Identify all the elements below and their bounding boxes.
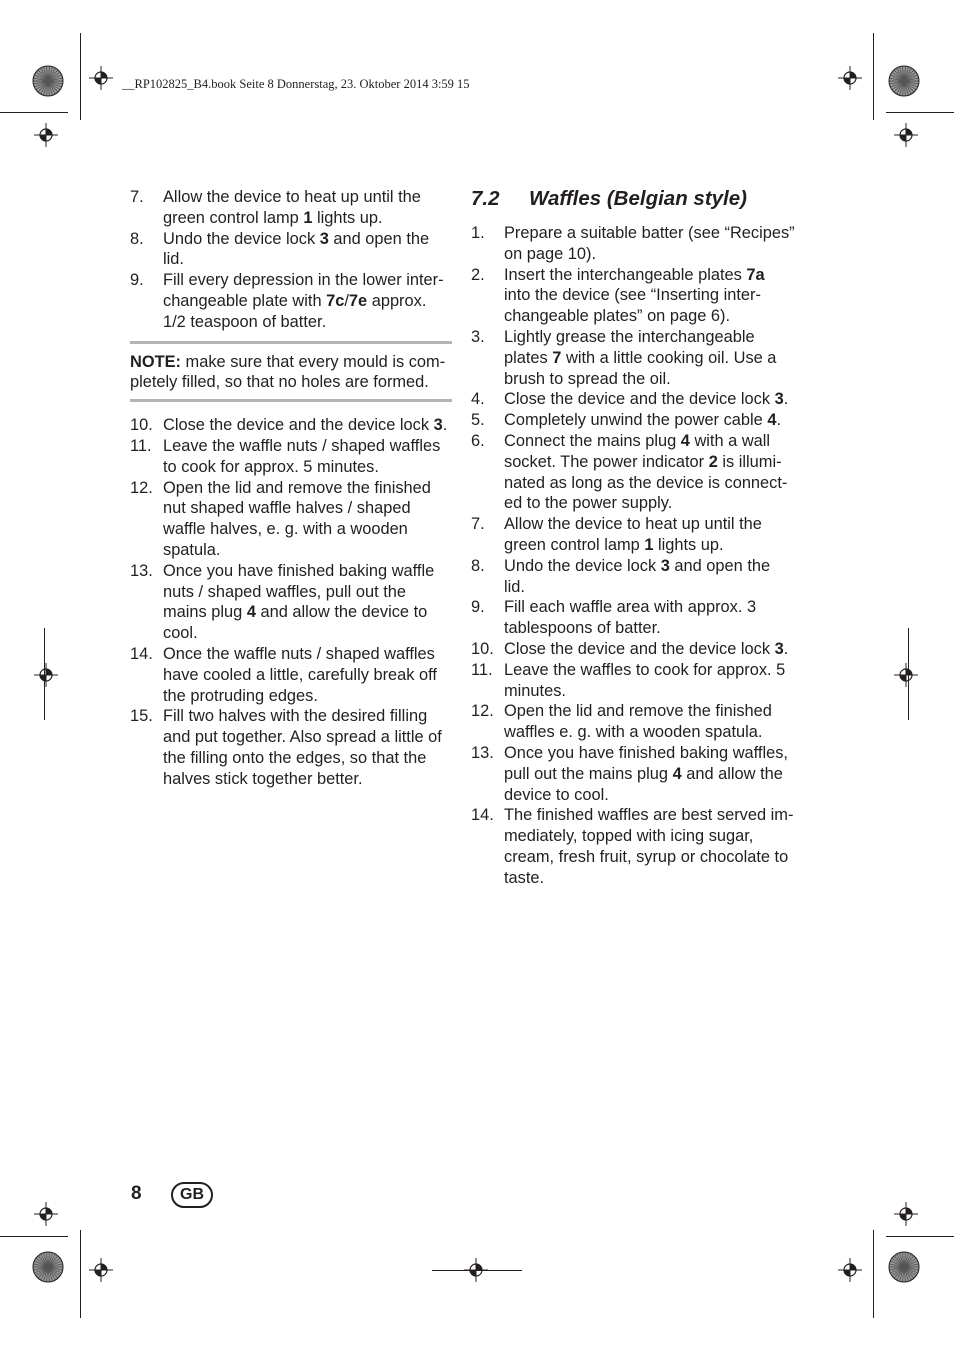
trim-line	[0, 1236, 68, 1237]
step-number: 10.	[130, 416, 153, 435]
right-column	[471, 187, 795, 889]
step-text: Leave the waffles to cook for approx. 5 minutes.	[504, 660, 786, 700]
reference-number: 3	[660, 556, 670, 575]
step-text: with a little cooking oil. Use a brush to spread the oil.	[504, 348, 777, 388]
list-item	[471, 223, 795, 265]
print-header-info: __RP102825_B4.book Seite 8 Donnerstag, 23. Oktober 2014 3:59 15	[122, 77, 470, 91]
step-list-right	[471, 223, 795, 889]
step-text: with a wall socket. The power indicator	[504, 431, 771, 471]
reference-number: 7c	[326, 291, 345, 310]
step-number: 10.	[471, 639, 494, 658]
step-text: Close the device and the device lock	[504, 390, 775, 409]
list-item	[471, 514, 795, 556]
step-text: lights up.	[653, 535, 724, 554]
step-text: Insert the interchangeable plates	[504, 265, 747, 284]
reference-number: 3	[319, 229, 329, 248]
color-wheel-icon	[888, 65, 920, 97]
step-text: into the device (see “Inserting interchangeable plates” on page 6).	[504, 286, 761, 326]
list-item	[130, 478, 452, 561]
step-text: Completely unwind the power cable	[504, 411, 768, 430]
reference-number: 2	[708, 452, 718, 471]
step-number: 1.	[471, 224, 485, 242]
list-item	[471, 327, 795, 389]
step-text: Allow the device to heat up until the green control lamp	[504, 515, 762, 554]
list-item	[471, 639, 795, 660]
step-text: .	[442, 416, 448, 435]
registration-mark-icon	[894, 123, 918, 147]
trim-line	[80, 33, 81, 120]
reference-number: 3	[774, 639, 784, 658]
step-text: .	[783, 639, 789, 658]
step-text: Undo the device lock	[504, 556, 661, 575]
registration-mark-icon	[89, 1258, 113, 1282]
step-text: Once the waffle nuts / shaped waffles have cooled a little, carefully break off the protruding edges.	[163, 644, 437, 705]
step-number: 6.	[471, 431, 485, 450]
color-wheel-icon	[32, 1251, 64, 1283]
step-text: Open the lid and remove the finished waffles e. g. with a wooden spatula.	[504, 702, 772, 742]
trim-line	[873, 33, 874, 120]
left-column	[130, 187, 452, 790]
reference-number: 3	[433, 416, 443, 435]
step-text: and allow the device to cool.	[504, 764, 783, 804]
list-item	[130, 436, 452, 478]
step-text: Once you have finished baking waffle nuts / shaped waffles, pull out the mains plug	[163, 561, 435, 622]
reference-number: 4	[246, 603, 256, 622]
registration-mark-icon	[838, 1258, 862, 1282]
step-text: approx. 1/2 teaspoon of batter.	[163, 291, 427, 331]
note-text: make sure that every mould is completely filled, so that no holes are formed.	[130, 352, 446, 392]
step-number: 7.	[130, 188, 144, 206]
step-text: Prepare a suitable batter (see “Recipes” on page 10).	[504, 224, 795, 263]
trim-line	[44, 628, 45, 720]
step-text: .	[783, 390, 789, 409]
step-number: 8.	[130, 229, 144, 248]
list-item	[130, 644, 452, 706]
reference-number: 4	[672, 764, 682, 783]
divider	[130, 399, 452, 402]
step-text: Allow the device to heat up until the green control lamp	[163, 188, 421, 227]
note-box	[130, 344, 452, 400]
registration-mark-icon	[838, 66, 862, 90]
step-number: 5.	[471, 411, 485, 430]
reference-number: 3	[774, 390, 784, 409]
step-text: is illuminated as long as the device is connected to the power supply.	[504, 452, 788, 513]
step-text: Lightly grease the interchangeable plates	[504, 327, 755, 367]
language-badge: GB	[171, 1182, 213, 1208]
list-item	[471, 660, 795, 702]
list-item	[130, 561, 452, 644]
reference-number: 1	[644, 535, 654, 554]
trim-line	[886, 1236, 954, 1237]
list-item	[471, 265, 795, 327]
step-text: Once you have finished baking waffles, pull out the mains plug	[504, 743, 788, 783]
step-list-left-a	[130, 187, 452, 333]
list-item	[471, 805, 795, 888]
step-list-left-b	[130, 415, 452, 789]
step-number: 2.	[471, 265, 485, 284]
reference-number: 7a	[746, 265, 765, 284]
step-number: 13.	[471, 743, 494, 762]
step-text: and open the lid.	[504, 556, 771, 596]
reference-number: 1	[303, 208, 313, 227]
reference-number: 4	[680, 431, 690, 450]
step-number: 3.	[471, 327, 485, 346]
reference-number: 7e	[348, 291, 368, 310]
trim-line	[886, 112, 954, 113]
registration-mark-icon	[894, 663, 918, 687]
registration-mark-icon	[894, 1202, 918, 1226]
step-text: Close the device and the device lock	[504, 639, 775, 658]
step-text: Fill every depression in the lower interchangeable plate with	[163, 271, 444, 310]
page-number: 8	[131, 1183, 142, 1204]
step-number: 11.	[471, 660, 493, 679]
step-text: Open the lid and remove the finished nut shaped waffle halves / shaped waffle halves, e. g. with a wooden spatula.	[163, 478, 431, 559]
list-item	[471, 743, 795, 805]
step-number: 7.	[471, 515, 485, 534]
step-text: and open the lid.	[163, 229, 430, 269]
step-text: Fill two halves with the desired filling and put together. Also spread a little of the filling onto the edges, so that the halves stick together better.	[163, 707, 442, 788]
registration-mark-icon	[89, 66, 113, 90]
step-number: 14.	[130, 644, 153, 663]
registration-mark-icon	[34, 1202, 58, 1226]
registration-mark-icon	[34, 663, 58, 687]
step-text: lights up.	[312, 208, 383, 227]
note-label: NOTE:	[130, 352, 181, 371]
step-text: Fill each waffle area with approx. 3 tablespoons of batter.	[504, 598, 757, 638]
section-title: Waffles (Belgian style)	[529, 187, 747, 210]
list-item	[471, 410, 795, 431]
trim-line	[80, 1230, 81, 1318]
step-text: and allow the device to cool.	[163, 603, 428, 643]
step-text: .	[776, 411, 781, 430]
step-text: Close the device and the device lock	[163, 416, 434, 435]
step-number: 9.	[130, 271, 144, 290]
step-number: 11.	[130, 436, 152, 455]
list-item	[471, 431, 795, 514]
trim-line	[0, 112, 68, 113]
trim-line	[432, 1270, 522, 1271]
step-number: 15.	[130, 707, 153, 726]
reference-number: 7	[552, 348, 562, 367]
step-text: Leave the waffle nuts / shaped waffles to cook for approx. 5 minutes.	[163, 436, 441, 476]
trim-line	[873, 1230, 874, 1318]
color-wheel-icon	[32, 65, 64, 97]
registration-mark-icon	[34, 123, 58, 147]
step-text: Connect the mains plug	[504, 431, 681, 450]
list-item	[130, 706, 452, 789]
step-number: 8.	[471, 556, 485, 575]
step-number: 13.	[130, 561, 153, 580]
section-number: 7.2	[471, 187, 500, 210]
trim-line	[908, 628, 909, 720]
step-number: 4.	[471, 390, 485, 409]
step-number: 14.	[471, 806, 494, 825]
step-text: The finished waffles are best served immediately, topped with icing sugar, cream, fresh fruit, syrup or chocolate to taste.	[504, 806, 794, 887]
list-item	[130, 187, 452, 229]
list-item	[471, 556, 795, 598]
step-number: 9.	[471, 598, 485, 617]
color-wheel-icon	[888, 1251, 920, 1283]
step-text: /	[344, 291, 349, 310]
list-item	[130, 270, 452, 332]
step-text: Undo the device lock	[163, 229, 320, 248]
list-item	[471, 389, 795, 410]
list-item	[130, 229, 452, 271]
reference-number: 4	[767, 411, 777, 430]
list-item	[130, 415, 452, 436]
section-heading	[471, 187, 795, 211]
list-item	[471, 701, 795, 743]
step-number: 12.	[471, 702, 494, 721]
step-number: 12.	[130, 478, 153, 497]
list-item	[471, 597, 795, 639]
